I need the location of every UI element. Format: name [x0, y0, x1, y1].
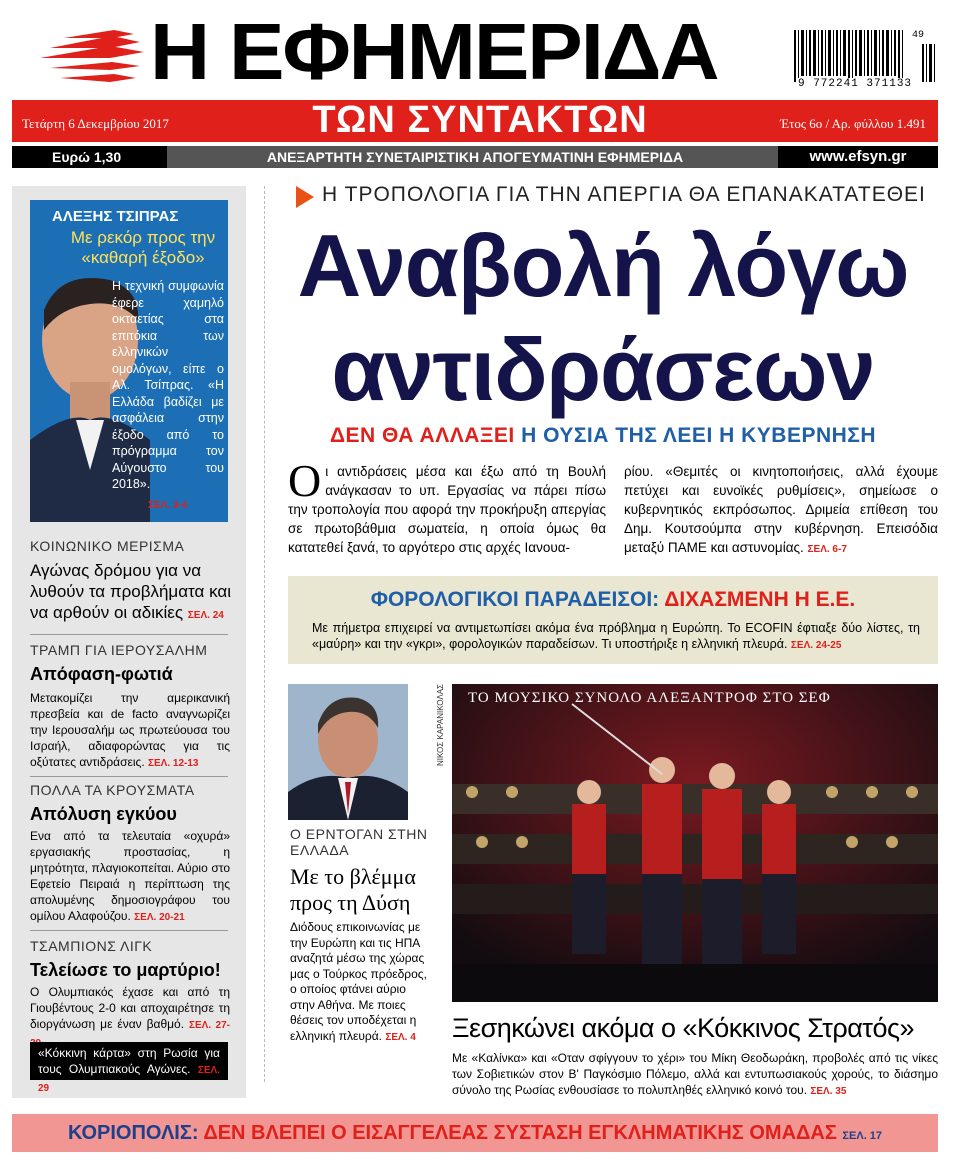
concert-caption: ΤΟ ΜΟΥΣΙΚΟ ΣΥΝΟΛΟ ΑΛΕΞΑΝΤΡΟΦ ΣΤΟ ΣΕΦ: [468, 690, 831, 706]
sidebar-kicker: ΚΟΙΝΩΝΙΚΟ ΜΕΡΙΣΜΑ: [30, 538, 185, 554]
divider: [30, 634, 228, 635]
masthead-title: Η ΕΦΗΜΕΡΙΔΑ: [150, 7, 718, 96]
sidebar-body: Μετακομίζει την αμερικανική πρεσβεία και de facto αναγνωρίζει την Ιερουσαλήμ ως πρωτεύουσα του Ισραήλ, αδιαφορώντας για τις οξύτατες αντιδράσεις. ΣΕΛ. 12-13: [30, 691, 230, 769]
sidebar-kicker: ΤΣΑΜΠΙΟΝΣ ΛΙΓΚ: [30, 938, 153, 954]
sidebar-body: Ο Ολυμπιακός έχασε και από τη Γιουβέντους 2-0 και αποχαιρέτησε τη διοργάνωση με έναν βαθμό. ΣΕΛ. 27-: [30, 984, 230, 1052]
lead-headline-line1[interactable]: Αναβολή λόγω: [297, 216, 909, 315]
page-ref: ΣΕΛ. 27-: [189, 1020, 230, 1031]
barcode-number: 9 772241 371133: [798, 78, 913, 90]
tax-body: Με πήμετρα επιχειρεί να αντιμετωπίσει ακόμα ένα πρόβλημα η Ευρώπη. Το ECOFIN έφτιαξε δύο λίστες, τη «μαύρη» και την «γκρι», φορολογικών παραδείσων. Τι υποστήριξε η ελληνική πλευρά. ΣΕΛ. 24-25: [312, 621, 920, 651]
dropcap: Ο: [288, 455, 322, 506]
arrow-right-icon: [296, 186, 314, 208]
lead-article-col2: ρίου. «Θεμιτές οι κινητοποιήσεις, αλλά έχουμε πετύχει και ευνοϊκές ρυθμίσεις», σημείωσε ο κυβερνητικός εκπρόσωπος. Δριμεία επίθεση του Δημ. Κουτσούμπα στην κυβέρνηση. Επεισόδια μεταξύ ΠΑΜΕ και αστυνομίας. ΣΕΛ. 6-7: [624, 464, 938, 555]
page-ref: ΣΕΛ. 4: [385, 1031, 416, 1043]
sidebar-headline[interactable]: Απόλυση εγκύου: [30, 804, 177, 824]
redcard-box[interactable]: «Κόκκινη κάρτα» στη Ρωσία για τους Ολυμπιακούς Αγώνες. ΣΕΛ. 29: [30, 1042, 228, 1080]
quill-logo-icon: [40, 28, 144, 88]
page-ref: ΣΕΛ. 12-13: [148, 758, 199, 769]
sidebar-headline[interactable]: Αγώνας δρόμου για να λυθούν τα προβλήματα και να αρθούν οι αδικίες ΣΕΛ. 24: [30, 561, 231, 622]
sidebar-body: Ενα από τα τελευταία «οχυρά» εργασιακής προστασίας, η μητρότητα, πλαγιοκοπείται. Αύριο στο Εφετείο Πειραιά η περίπτωση της απολυμένης δημοσιογράφου του ομίλου Αλαφούζου. ΣΕΛ. 20-21: [30, 829, 230, 923]
tax-title: ΦΟΡΟΛΟΓΙΚΟΙ ΠΑΡΑΔΕΙΣΟΙ: ΔΙΧΑΣΜΕΝΗ Η Ε.Ε.: [370, 588, 856, 611]
issue-number: Έτος 6ο / Αρ. φύλλου 1.491: [780, 116, 926, 131]
tsipras-story[interactable]: [30, 200, 228, 522]
tsipras-headline: Με ρεκόρ προς την «καθαρή έξοδο»: [70, 228, 216, 267]
page-ref: ΣΕΛ. 20-21: [134, 912, 185, 923]
price: Ευρώ 1,30: [12, 146, 167, 168]
page-ref: ΣΕΛ. 35: [810, 1086, 847, 1097]
erdogan-headline[interactable]: Με το βλέμμα προς τη Δύση: [290, 864, 416, 915]
page-ref: ΣΕΛ. 24: [187, 610, 224, 621]
lead-kicker: Η ΤΡΟΠΟΛΟΓΙΑ ΓΙΑ ΤΗΝ ΑΠΕΡΓΙΑ ΘΑ ΕΠΑΝΑΚΑΤΑΤΕΘΕΙ: [322, 183, 926, 206]
lead-article-col1: Οι αντιδράσεις μέσα και έξω από τη Βουλή ανάγκασαν το υπ. Εργασίας να πάρει πίσω την τροπολογία που αφορά την προκήρυξη απεργίας σε πρωτοβάθμια σωματεία, η οποία όμως θα κατατεθεί ξανά, το αργότερο στις αρχές Ιανουα-: [288, 455, 606, 555]
divider: [30, 776, 228, 777]
lead-headline-line2[interactable]: αντιδράσεων: [331, 320, 875, 419]
column-divider: [264, 186, 265, 1082]
sidebar-headline[interactable]: Τελείωσε το μαρτύριο!: [30, 960, 221, 980]
sidebar-headline[interactable]: Απόφαση-φωτιά: [30, 664, 173, 684]
website-link[interactable]: www.efsyn.gr: [778, 146, 938, 168]
tsipras-page-ref: ΣΕΛ. 3-4: [148, 500, 188, 511]
tsipras-body: Η τεχνική συμφωνία έφερε χαμηλό οκταετίας στα επιτόκια των ελληνικών ομολόγων, είπε ο Αλ. Τσίπρας. «Η Ελλάδα βαδίζει με ασφάλεια στην έξοδο από το πρόγραμμα τον Αύγουστο του 2018».: [112, 279, 224, 491]
concert-headline[interactable]: Ξεσηκώνει ακόμα ο «Κόκκινος Στρατός»: [452, 1013, 915, 1043]
photo-credit: ΝΙΚΟΣ ΚΑΡΑΝΙΚΟΛΑΣ: [436, 684, 445, 767]
issue-date: Τετάρτη 6 Δεκεμβρίου 2017: [22, 116, 169, 131]
erdogan-body: Διόδους επικοινωνίας με την Ευρώπη και τις ΗΠΑ αναζητά μέσω της χώρας μας ο Τούρκος πρόεδρος, ο οποίος φτάνει αύριο στην Αθήνα. Με ποιες θέσεις τον υποδέχεται η ελληνική πλευρά. ΣΕΛ. 4: [290, 920, 427, 1043]
sidebar-kicker: ΠΟΛΛΑ ΤΑ ΚΡΟΥΣΜΑΤΑ: [30, 782, 195, 798]
concert-body: Με «Καλίνκα» και «Οταν σφίγγουν το χέρι» του Μίκη Θεοδωράκη, προβολές από τις νίκες των Σοβιετικών στον Β' Παγκόσμιο Πόλεμο, αλλά και εντυπωσιακούς χορούς, το διάσημο σύνολο της Ρωσίας ενθουσίασε το πολυπληθές ελληνικό κοινό του. ΣΕΛ. 35: [452, 1051, 938, 1097]
concert-scene-icon: [452, 684, 938, 1002]
tagline: ΑΝΕΞΑΡΤΗΤΗ ΣΥΝΕΤΑΙΡΙΣΤΙΚΗ ΑΠΟΓΕΥΜΑΤΙΝΗ ΕΦΗΜΕΡΙΔΑ: [266, 149, 684, 165]
lead-subhead: ΔΕΝ ΘΑ ΑΛΛΑΞΕΙ Η ΟΥΣΙΑ ΤΗΣ ΛΕΕΙ Η ΚΥΒΕΡΝΗΣΗ: [329, 424, 877, 447]
erdogan-photo[interactable]: [288, 684, 408, 820]
page-ref: ΣΕΛ. 6-7: [807, 544, 847, 555]
page-ref: ΣΕΛ. 17: [842, 1130, 883, 1142]
barcode-issue-number: 49: [912, 30, 925, 41]
page-ref: ΣΕΛ. 29: [38, 1065, 221, 1094]
tax-havens-box[interactable]: [288, 576, 938, 664]
lead-article: [288, 455, 938, 566]
masthead-subtitle: ΤΩΝ ΣΥΝΤΑΚΤΩΝ: [312, 99, 648, 141]
tsipras-kicker: ΑΛΕΞΗΣ ΤΣΙΠΡΑΣ: [52, 208, 179, 225]
divider: [30, 930, 228, 931]
footer-headline[interactable]: ΚΟΡΙΟΠΟΛΙΣ: ΔΕΝ ΒΛΕΠΕΙ Ο ΕΙΣΑΓΓΕΛΕΑΣ ΣΥΣΤΑΣΗ ΕΓΚΛΗΜΑΤΙΚΗΣ ΟΜΑΔΑΣ ΣΕΛ. 17: [67, 1122, 883, 1144]
page-ref: ΣΕΛ. 24-25: [790, 640, 842, 651]
erdogan-portrait-icon: [288, 684, 408, 820]
concert-photo[interactable]: [452, 684, 938, 1002]
erdogan-kicker: Ο ΕΡΝΤΟΓΑΝ ΣΤΗΝ ΕΛΛΑΔΑ: [290, 826, 428, 858]
sidebar-kicker: ΤΡΑΜΠ ΓΙΑ ΙΕΡΟΥΣΑΛΗΜ: [30, 642, 208, 658]
